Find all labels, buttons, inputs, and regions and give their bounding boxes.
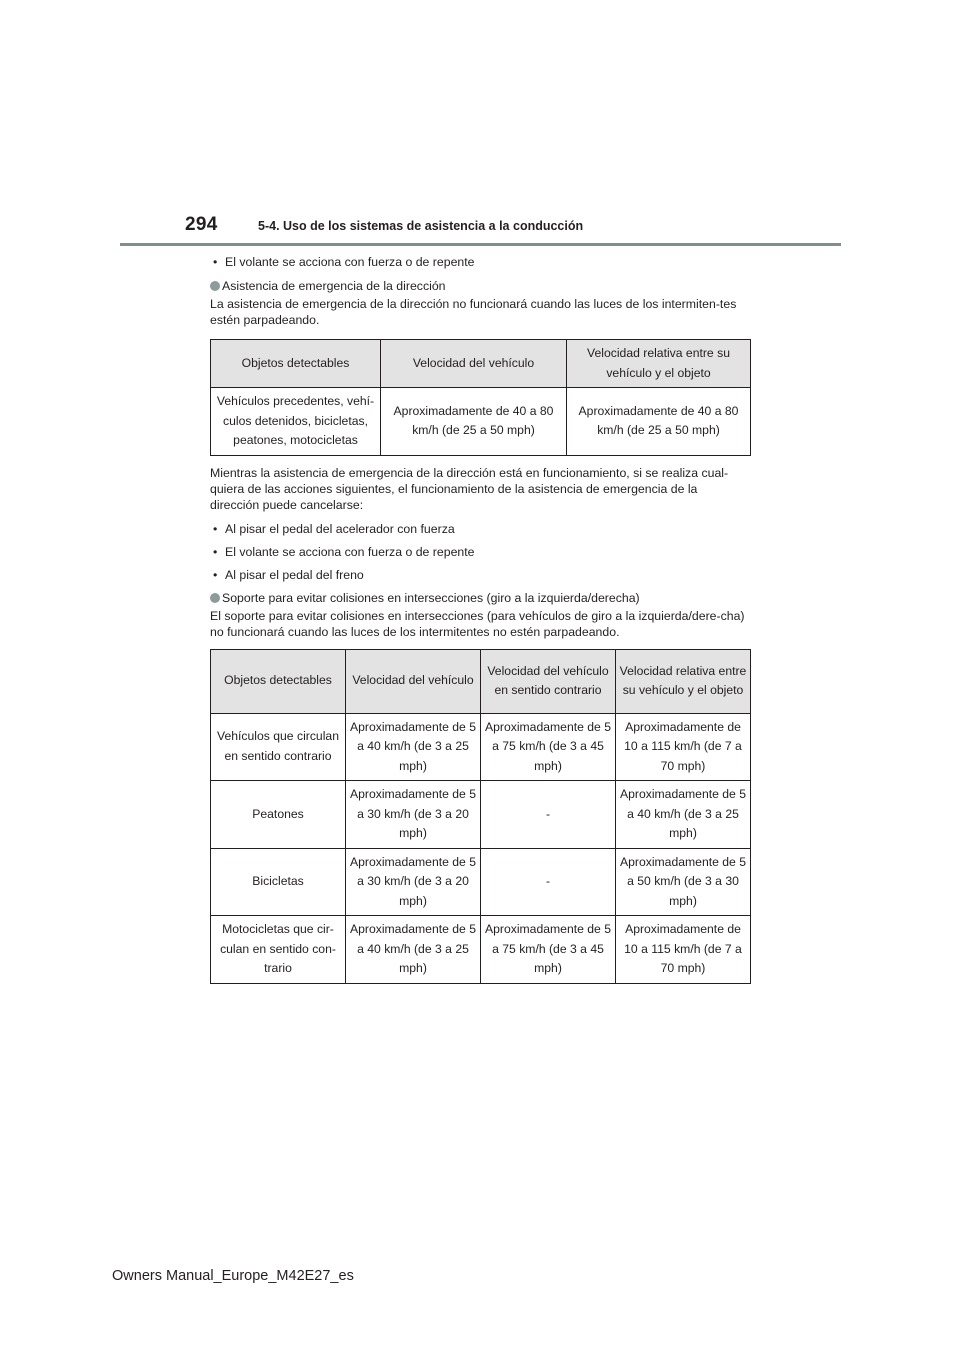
table-header-cell: Velocidad del vehículo en sentido contrario bbox=[481, 649, 616, 713]
steering-assist-heading bbox=[210, 278, 750, 294]
header-divider bbox=[120, 243, 841, 246]
table-header-cell: Objetos detectables bbox=[211, 649, 346, 713]
table-cell: Peatones bbox=[211, 781, 346, 849]
table-header-row bbox=[211, 649, 751, 713]
table-cell: Motocicletas que cir-culan en sentido con-trario bbox=[211, 916, 346, 984]
table-header-row bbox=[211, 340, 751, 388]
table-cell: - bbox=[481, 848, 616, 916]
footer-doc-id: Owners Manual_Europe_M42E27_es bbox=[112, 1268, 354, 1284]
table-header-cell: Velocidad del vehículo bbox=[346, 649, 481, 713]
table-row bbox=[211, 848, 751, 916]
table-cell: Aproximadamente de 40 a 80 km/h (de 25 a 50 mph) bbox=[381, 388, 567, 456]
intersection-table bbox=[210, 649, 751, 984]
table-cell: Aproximadamente de 5 a 40 km/h (de 3 a 25 mph) bbox=[346, 713, 481, 781]
table-header-cell: Objetos detectables bbox=[211, 340, 381, 388]
circle-bullet-icon bbox=[210, 281, 220, 291]
table-cell: Aproximadamente de 5 a 40 km/h (de 3 a 25 mph) bbox=[346, 916, 481, 984]
steering-assist-table bbox=[210, 339, 751, 456]
table-cell: Aproximadamente de 5 a 40 km/h (de 3 a 25 mph) bbox=[616, 781, 751, 849]
list-item: • Al pisar el pedal del acelerador con fuerza bbox=[210, 521, 750, 537]
table-cell: Aproximadamente de 5 a 75 km/h (de 3 a 45 mph) bbox=[481, 713, 616, 781]
table-header-cell: Velocidad relativa entre su vehículo y el objeto bbox=[567, 340, 751, 388]
table-cell: Aproximadamente de 10 a 115 km/h (de 7 a 70 mph) bbox=[616, 916, 751, 984]
page-number: 294 bbox=[185, 214, 218, 235]
table-header-cell: Velocidad del vehículo bbox=[381, 340, 567, 388]
intro-bullet: • El volante se acciona con fuerza o de repente bbox=[210, 254, 750, 270]
steering-assist-text: La asistencia de emergencia de la dirección no funcionará cuando las luces de los intermiten-tes estén parpadeando. bbox=[210, 297, 737, 327]
list-item: • El volante se acciona con fuerza o de repente bbox=[210, 544, 750, 560]
table-row bbox=[211, 916, 751, 984]
table-cell: Aproximadamente de 5 a 30 km/h (de 3 a 20 mph) bbox=[346, 848, 481, 916]
table-cell: Aproximadamente de 10 a 115 km/h (de 7 a 70 mph) bbox=[616, 713, 751, 781]
table-row bbox=[211, 781, 751, 849]
list-item: • Al pisar el pedal del freno bbox=[210, 567, 750, 583]
table-cell: Aproximadamente de 40 a 80 km/h (de 25 a 50 mph) bbox=[567, 388, 751, 456]
steering-assist-after-text: Mientras la asistencia de emergencia de la dirección está en funcionamiento, si se realiza cual-quiera de las acciones siguientes, el funcionamiento de la asistencia de emergencia de la dirección puede cancelarse: bbox=[210, 465, 729, 512]
table-row bbox=[211, 713, 751, 781]
table-header-cell: Velocidad relativa entre su vehículo y el objeto bbox=[616, 649, 751, 713]
table-cell: Aproximadamente de 5 a 50 km/h (de 3 a 30 mph) bbox=[616, 848, 751, 916]
intersection-heading bbox=[210, 590, 750, 606]
intersection-heading-text: Soporte para evitar colisiones en intersecciones (giro a la izquierda/derecha) bbox=[222, 590, 640, 605]
table-cell: Aproximadamente de 5 a 75 km/h (de 3 a 45 mph) bbox=[481, 916, 616, 984]
circle-bullet-icon bbox=[210, 593, 220, 603]
page-content bbox=[210, 254, 750, 984]
table-cell: Aproximadamente de 5 a 30 km/h (de 3 a 20 mph) bbox=[346, 781, 481, 849]
table-cell: Vehículos que circulan en sentido contrario bbox=[211, 713, 346, 781]
table-cell: - bbox=[481, 781, 616, 849]
section-title: 5-4. Uso de los sistemas de asistencia a la conducción bbox=[258, 219, 584, 233]
table-cell: Vehículos precedentes, vehí-culos detenidos, bicicletas, peatones, motocicletas bbox=[211, 388, 381, 456]
table-cell: Bicicletas bbox=[211, 848, 346, 916]
steering-assist-heading-text: Asistencia de emergencia de la dirección bbox=[222, 279, 446, 293]
intersection-text: El soporte para evitar colisiones en intersecciones (para vehículos de giro a la izquierda/dere-cha) no funcionará cuando las luces de los intermitentes no estén parpadeando. bbox=[210, 608, 745, 639]
table-row bbox=[211, 388, 751, 456]
